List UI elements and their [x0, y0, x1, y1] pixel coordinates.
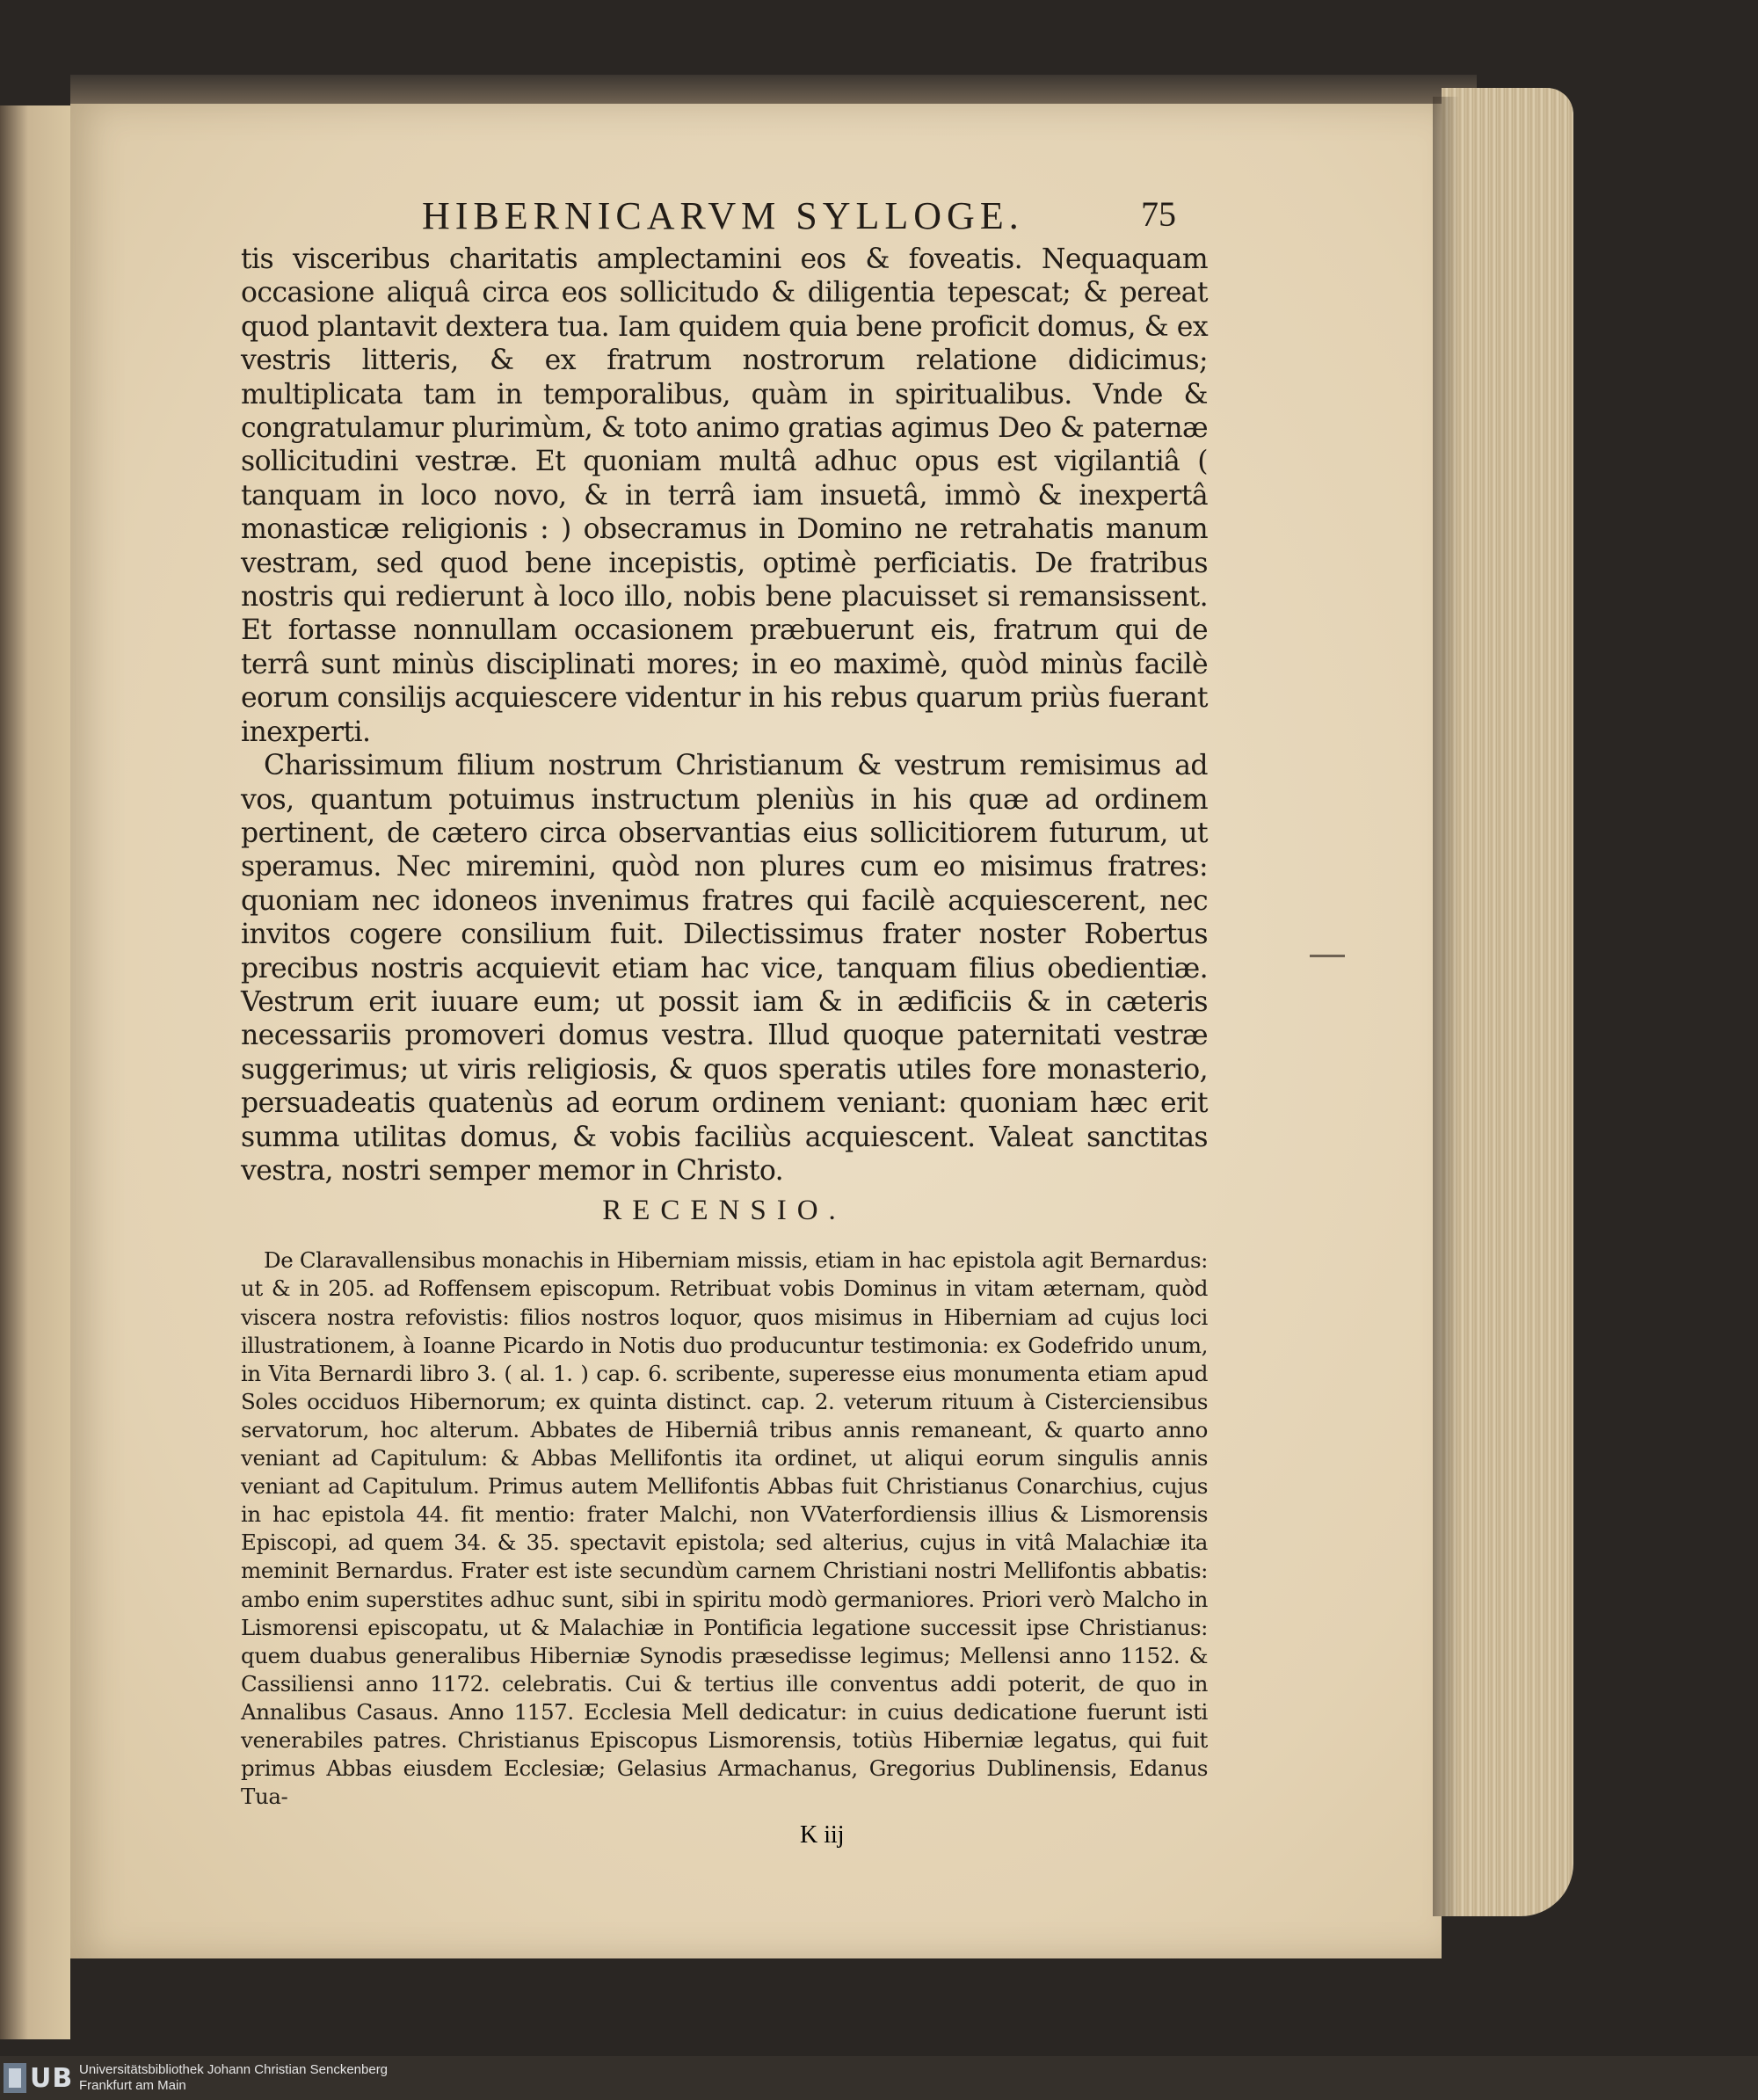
main-paragraph: tis visceribus charitatis amplectamini eos & foveatis. Nequaquam occasione aliquâ circa eos sollicitudo & diligentia tepescat; & pereat quod plantavit dextera tua. Iam quidem quia bene proficit domus, & ex vestris litteris, & ex fratrum nostrorum relatione didicimus; multiplicata tam in temporalibus, quàm in spiritualibus. Vnde & congratulamur plurimùm, & toto animo gratias agimus Deo & paternæ sollicitudini vestræ. Et quoniam multâ adhuc opus est vigilantiâ ( tanquam in loco novo, & in terrâ iam insuetâ, immò & inexpertâ monasticæ religionis : ) obsecramus in Domino ne retrahatis manum vestram, sed quod bene incepistis, optimè perficiatis. De fratribus nostris qui redierunt à loco illo, nobis bene placuisset si remansissent. Et fortasse nonnullam occasionem præbuerunt eis, fratrum qui de terrâ sunt minùs disciplinati mores; in eo maximè, quòd minùs facilè eorum consilijs acquiescere videntur in his rebus quarum priùs fuerant inexperti.: [241, 243, 1208, 748]
bleed-mark: [1310, 955, 1345, 957]
catchword: K iij: [800, 1821, 845, 1849]
fore-edge-shadow: [1433, 97, 1459, 1916]
main-paragraph: Charissimum filium nostrum Christianum & vestrum remisimus ad vos, quantum potuimus instructum pleniùs in his quæ ad ordinem pertinent, de cætero circa observantias eius sollicitiorem futurum, ut speramus. Nec miremini, quòd non plures cum eo misimus fratres: quoniam nec idoneos invenimus fratres qui facilè acquiescerent, nec invitos cogere consilium fuit. Dilectissimus frater noster Robertus precibus nostris acquievit etiam hac vice, tanquam filius obedientiæ. Vestrum erit iuuare eum; ut possit iam & in ædificiis & in cæteris necessariis promoveri domus vestra. Illud quoque paternitati vestræ suggerimus; ut viris religiosis, & quos speratis utiles fore monasterio, persuadeatis quatenùs ad eorum ordinem veniant: quoniam hæc erit summa utilitas domus, & vobis faciliùs acquiescent. Valeat sanctitas vestra, nostri semper memor in Christo.: [241, 750, 1208, 1187]
footer-bar: [0, 2056, 1758, 2100]
page: [70, 104, 1442, 1958]
footer-line-1: Universitätsbibliothek Johann Christian Senckenberg: [79, 2062, 389, 2077]
section-heading: RECENSIO.: [602, 1195, 846, 1227]
running-title: HIBERNICARVM SYLLOGE.: [422, 194, 1024, 237]
book-left-page: [0, 105, 70, 2039]
library-logo: [4, 2061, 73, 2095]
page-content: [241, 193, 1208, 1811]
page-number: 75: [1141, 194, 1176, 234]
running-head: [241, 193, 1208, 243]
commentary: [241, 1246, 1208, 1811]
book-fore-edge: [1442, 88, 1573, 1916]
logo-text: UB: [30, 2062, 74, 2094]
commentary-paragraph: De Claravallensibus monachis in Hiberniam missis, etiam in hac epistola agit Bernardus: ut & in 205. ad Roffensem episcopum. Retribuat vobis Dominus in vitam æternam, quòd viscera nostra refovistis: filios nostros loquor, quos misimus in Hiberniam ad cujus loci illustrationem, à Ioanne Picardo in Notis duo producuntur testimonia: ex Godefrido unum, in Vita Bernardi libro 3. ( al. 1. ) cap. 6. scribente, superesse eius monumenta etiam apud Soles occiduos Hibernorum; ex quinta distinct. cap. 2. veterum rituum à Cisterciensibus servatorum, hoc alterum. Abbates de Hiberniâ tribus annis remaneant, & quarto anno veniant ad Capitulum: & Abbas Mellifontis ita ordinet, ut aliqui eorum singulis annis veniant ad Capitulum. Primus autem Mellifontis Abbas fuit Christianus Conarchius, cujus in hac epistola 44. fit mentio: frater Malchi, non VVaterfordiensis illius & Lismorensis Episcopi, ad quem 34. & 35. spectavit epistola; sed alterius, cujus in vitâ Malachiæ ita meminit Bernardus. Frater est iste secundùm carnem Christiani nostri Mellifontis abbatis: ambo enim superstites adhuc sunt, sibi in spiritu modò germaniores. Priori verò Malcho in Lismorensi episcopatu, ut & Malachiæ in Pontificia legatione successit ipse Christianus: quem duabus generalibus Hiberniæ Synodis præsedisse legimus; Mellensi anno 1152. & Cassiliensi anno 1172. celebratis. Cui & tertius ille conventus addi poterit, de quo in Annalibus Casaus. Anno 1157. Ecclesia Mell dedicatur: in cuius dedicatione fuerunt isti venerabiles patres. Christianus Episcopus Lismorensis, totiùs Hiberniæ legatus, qui fuit primus Abbas eiusdem Ecclesiæ; Gelasius Armachanus, Gregorius Dublinensis, Edanus Tua-: [241, 1247, 1208, 1810]
footer-credit: [79, 2062, 388, 2094]
footer-line-2: Frankfurt am Main: [79, 2078, 186, 2093]
logo-icon: [4, 2063, 26, 2093]
main-text: [241, 243, 1208, 1188]
